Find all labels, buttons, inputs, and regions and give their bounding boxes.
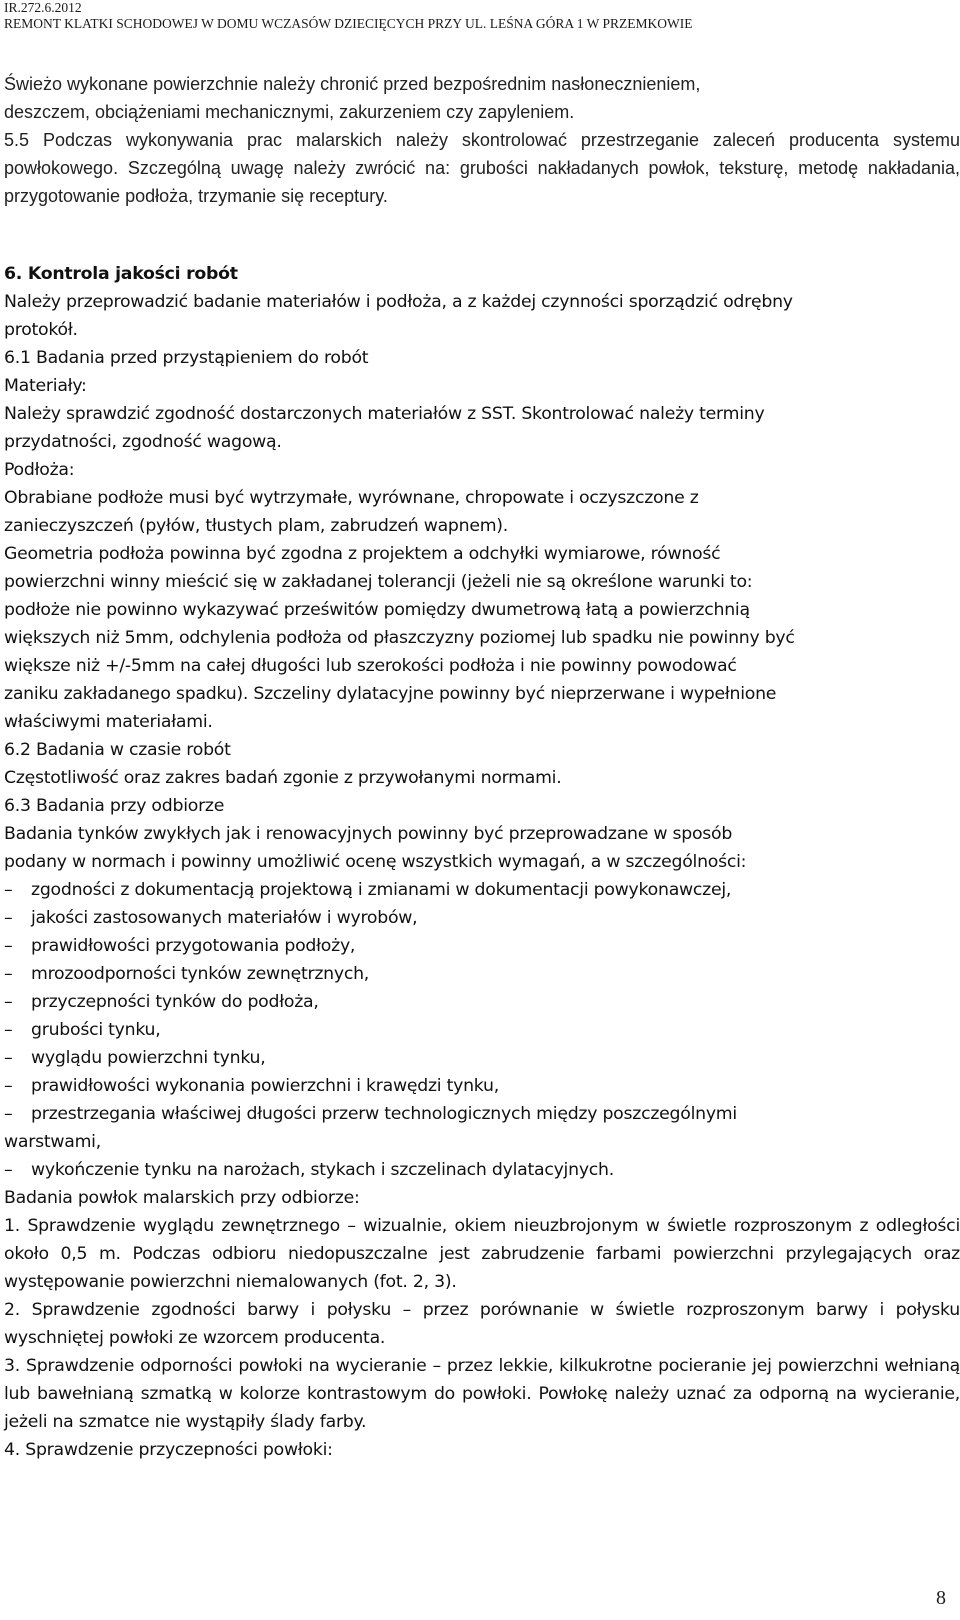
dash-bullet-icon: – [4, 1076, 13, 1096]
dash-bullet-icon: – [4, 1048, 13, 1068]
body-line: powierzchni winny mieścić się w zakładanej tolerancji (jeżeli nie są określone warunki to: [4, 572, 753, 592]
list-item: – mrozoodporności tynków zewnętrznych, [4, 960, 960, 988]
list-item: – grubości tynku, [4, 1016, 960, 1044]
body-line: przydatności, zgodność wagową. [4, 432, 282, 452]
body-line: Należy przeprowadzić badanie materiałów i podłoża, a z każdej czynności sporządzić odrębny [4, 292, 793, 312]
subsection-heading: 6.3 Badania przy odbiorze [4, 796, 225, 816]
section-5-5-paragraph: 5.5 Podczas wykonywania prac malarskich należy skontrolować przestrzeganie zaleceń producenta systemu powłokowego. Szczególną uwagę należy zwrócić na: grubości nakładanych powłok, teksturę, metodę nakładania, przygotowanie podłoża, trzymanie się receptury. [4, 130, 960, 206]
paragraph-line: Świeżo wykonane powierzchnie należy chronić przed bezpośrednim nasłonecznieniem, [4, 74, 701, 94]
body-line: Badania tynków zwykłych jak i renowacyjnych powinny być przeprowadzane w sposób [4, 824, 733, 844]
section-6 [4, 260, 960, 1464]
list-item: – prawidłowości przygotowania podłoży, [4, 932, 960, 960]
body-line: protokół. [4, 320, 78, 340]
body-line: właściwymi materiałami. [4, 712, 213, 732]
body-line: Częstotliwość oraz zakres badań zgonie z przywołanymi normami. [4, 768, 562, 788]
dash-bullet-icon: – [4, 880, 13, 900]
document-id: IR.272.6.2012 [4, 0, 82, 15]
dash-bullet-icon: – [4, 1160, 13, 1180]
numbered-item: 4. Sprawdzenie przyczepności powłoki: [4, 1440, 333, 1460]
list-item: – wyglądu powierzchni tynku, [4, 1044, 960, 1072]
body-line: zanieczyszczeń (pyłów, tłustych plam, zabrudzeń wapnem). [4, 516, 509, 536]
subsection-heading: 6.2 Badania w czasie robót [4, 740, 231, 760]
list-item: – jakości zastosowanych materiałów i wyrobów, [4, 904, 960, 932]
body-line: większych niż 5mm, odchylenia podłoża od płaszczyzny poziomej lub spadku nie powinny być [4, 628, 795, 648]
document-title: REMONT KLATKI SCHODOWEJ W DOMU WCZASÓW DZIECIĘCYCH PRZY UL. LEŚNA GÓRA 1 W PRZEMKOWIE [4, 16, 693, 31]
body-line: zaniku zakładanego spadku). Szczeliny dylatacyjne powinny być nieprzerwane i wypełnione [4, 684, 777, 704]
numbered-item: 2. Sprawdzenie zgodności barwy i połysku – przez porównanie w świetle rozproszonym barwy i połysku wyschniętej powłoki ze wzorcem producenta. [4, 1300, 960, 1348]
list-item: – prawidłowości wykonania powierzchni i krawędzi tynku, [4, 1072, 960, 1100]
subsection-heading: 6.1 Badania przed przystąpieniem do robót [4, 348, 369, 368]
body-line: większe niż +/-5mm na całej długości lub szerokości podłoża i nie powinny powodować [4, 656, 737, 676]
body-line: Badania powłok malarskich przy odbiorze: [4, 1188, 360, 1208]
list-item-continuation: warstwami, [4, 1132, 101, 1152]
dash-bullet-icon: – [4, 1104, 13, 1124]
numbered-item: 3. Sprawdzenie odporności powłoki na wycieranie – przez lekkie, kilkukrotne pocieranie jej powierzchni wełnianą lub bawełnianą szmatką w kolorze kontrastowym do powłoki. Powłokę należy uznać za odporną na wycieranie, jeżeli na szmatce nie wystąpiły ślady farby. [4, 1356, 960, 1432]
list-item: – przyczepności tynków do podłoża, [4, 988, 960, 1016]
dash-bullet-icon: – [4, 1020, 13, 1040]
body-line: podany w normach i powinny umożliwić ocenę wszystkich wymagań, a w szczególności: [4, 852, 747, 872]
body-line: Należy sprawdzić zgodność dostarczonych materiałów z SST. Skontrolować należy terminy [4, 404, 765, 424]
list-item: – wykończenie tynku na narożach, stykach i szczelinach dylatacyjnych. [4, 1156, 960, 1184]
body-line: Obrabiane podłoże musi być wytrzymałe, wyrównane, chropowate i oczyszczone z [4, 488, 699, 508]
dash-bullet-icon: – [4, 992, 13, 1012]
body-line: Materiały: [4, 376, 87, 396]
body-line: Geometria podłoża powinna być zgodna z projektem a odchyłki wymiarowe, równość [4, 544, 721, 564]
page-number: 8 [936, 1587, 946, 1609]
intro-section [4, 70, 960, 210]
body-line: podłoże nie powinno wykazywać prześwitów pomiędzy dwumetrową łatą a powierzchnią [4, 600, 750, 620]
section-heading: 6. Kontrola jakości robót [4, 264, 238, 284]
dash-bullet-icon: – [4, 908, 13, 928]
dash-bullet-icon: – [4, 936, 13, 956]
list-item: – zgodności z dokumentacją projektową i zmianami w dokumentacji powykonawczej, [4, 876, 960, 904]
body-line: Podłoża: [4, 460, 75, 480]
paragraph-line: deszczem, obciążeniami mechanicznymi, zakurzeniem czy zapyleniem. [4, 102, 575, 122]
dash-bullet-icon: – [4, 964, 13, 984]
numbered-item: 1. Sprawdzenie wyglądu zewnętrznego – wizualnie, okiem nieuzbrojonym w świetle rozproszonym z odległości około 0,5 m. Podczas odbioru niedopuszczalne jest zabrudzenie farbami powierzchni przylegających oraz występowanie powierzchni niemalowanych (fot. 2, 3). [4, 1216, 960, 1292]
list-item: – przestrzegania właściwej długości przerw technologicznych między poszczególnymi [4, 1100, 960, 1128]
